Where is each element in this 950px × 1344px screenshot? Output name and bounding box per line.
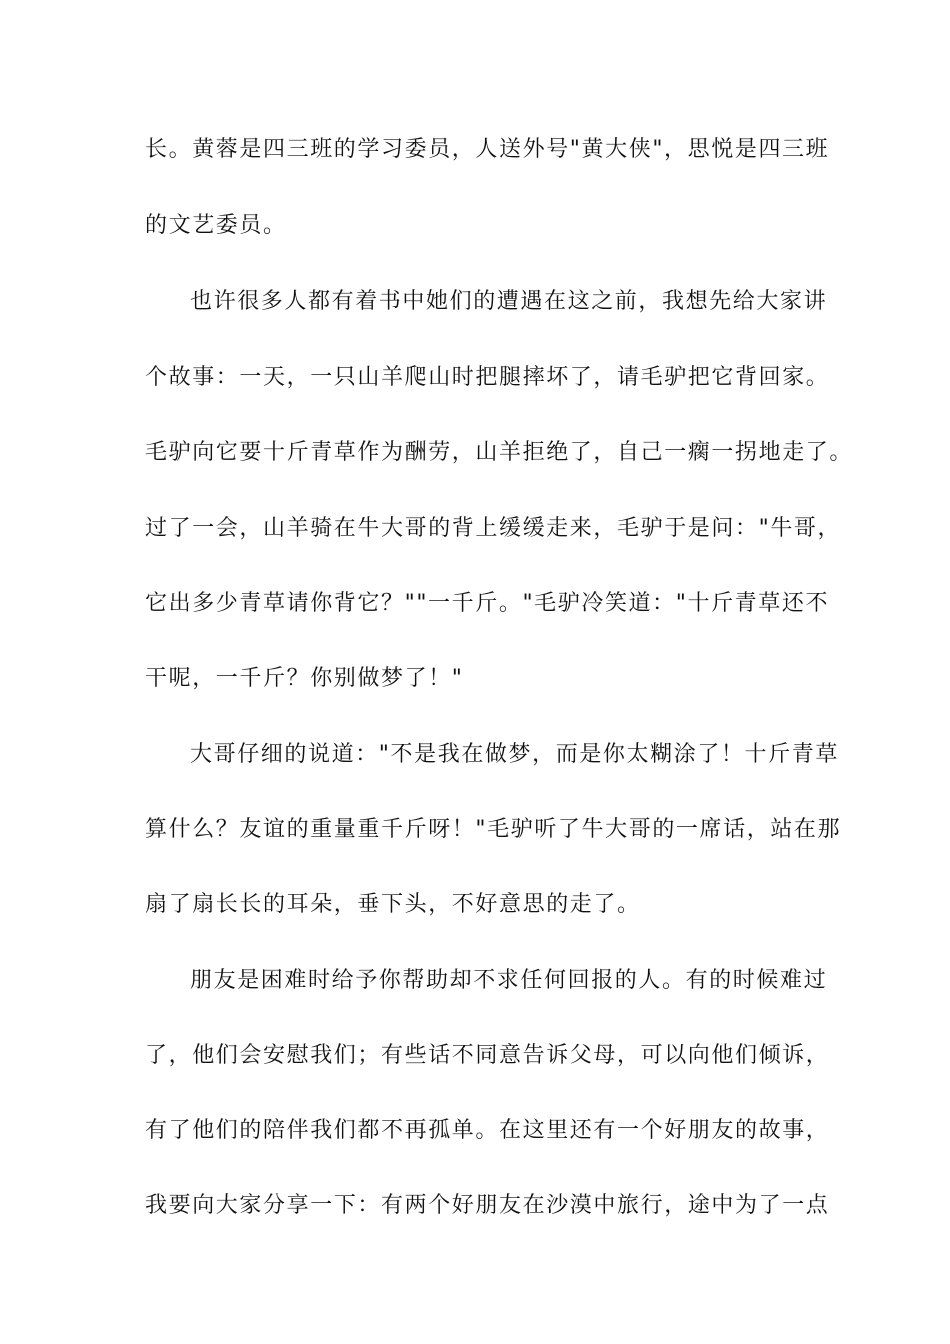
paragraph-first-line: 朋友是困难时给予你帮助却不求任何回报的人。有的时候难过 bbox=[190, 968, 828, 993]
text-line: 有了他们的陪伴我们都不再孤单。在这里还有一个好朋友的故事， bbox=[145, 1118, 830, 1143]
paragraph-first-line: 也许很多人都有着书中她们的遭遇在这之前，我想先给大家讲 bbox=[190, 289, 828, 314]
text-line: 过了一会，山羊骑在牛大哥的背上缓缓走来，毛驴于是问："牛哥， bbox=[145, 516, 842, 541]
text-line: 它出多少青草请你背它？""一千斤。"毛驴冷笑道："十斤青草还不 bbox=[145, 591, 830, 616]
text-line: 个故事：一天，一只山羊爬山时把腿摔坏了，请毛驴把它背回家。 bbox=[145, 365, 830, 390]
text-line: 长。黄蓉是四三班的学习委员，人送外号"黄大侠"，思悦是四三班 bbox=[145, 137, 830, 162]
text-line: 扇了扇长长的耳朵，垂下头，不好意思的走了。 bbox=[145, 892, 641, 917]
paragraph-first-line: 大哥仔细的说道："不是我在做梦，而是你太糊涂了！十斤青草 bbox=[190, 742, 839, 767]
text-line: 了，他们会安慰我们；有些话不同意告诉父母，可以向他们倾诉， bbox=[145, 1043, 830, 1068]
text-line: 干呢，一千斤？你别做梦了！" bbox=[145, 666, 464, 691]
text-line: 算什么？友谊的重量重千斤呀！"毛驴听了牛大哥的一席话，站在那 bbox=[145, 817, 842, 842]
text-line: 我要向大家分享一下：有两个好朋友在沙漠中旅行，途中为了一点 bbox=[145, 1193, 830, 1218]
text-line: 的文艺委员。 bbox=[145, 213, 287, 238]
text-line: 毛驴向它要十斤青草作为酬劳，山羊拒绝了，自己一瘸一拐地走了。 bbox=[145, 440, 854, 465]
